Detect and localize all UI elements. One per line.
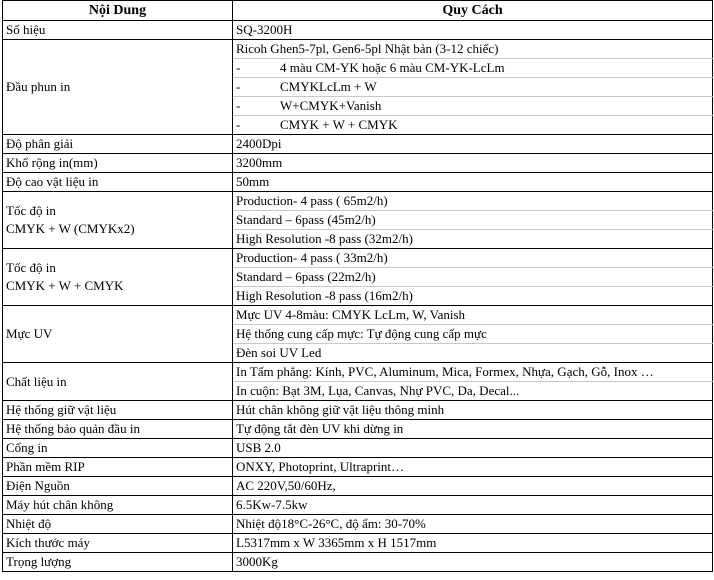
row-value: Standard – 6pass (45m2/h): [233, 211, 713, 230]
row-label: Chất liệu in: [3, 363, 233, 401]
table-row: [3, 40, 713, 59]
row-value: 2400Dpi: [233, 135, 713, 154]
row-label: Mực UV: [3, 306, 233, 363]
row-value: 6.5Kw-7.5kw: [233, 496, 713, 515]
row-label: Cổng in: [3, 439, 233, 458]
table-row: [3, 553, 713, 572]
row-value: 3200mm: [233, 154, 713, 173]
table-row: [3, 154, 713, 173]
row-label: Hệ thống giữ vật liệu: [3, 401, 233, 420]
dash-marker: -: [236, 98, 241, 113]
row-label-line: CMYK + W (CMYKx2): [6, 221, 135, 236]
row-value: Ricoh Ghen5-7pl, Gen6-5pl Nhật bản (3-12 chiếc): [233, 40, 713, 59]
row-label-line: CMYK + W + CMYK: [6, 278, 124, 293]
table-row: [3, 458, 713, 477]
row-label: Đầu phun in: [3, 40, 233, 135]
row-label-line: Tốc độ in: [6, 203, 56, 218]
row-value: L5317mm x W 3365mm x H 1517mm: [233, 534, 713, 553]
row-label: Khổ rộng in(mm): [3, 154, 233, 173]
row-label: [3, 192, 233, 249]
table-row: [3, 21, 713, 40]
row-value: [233, 59, 713, 78]
row-value-text: 4 màu CM-YK hoặc 6 màu CM-YK-LcLm: [280, 60, 505, 75]
dash-marker: -: [236, 60, 241, 75]
row-value: Production- 4 pass ( 65m2/h): [233, 192, 713, 211]
row-value: SQ-3200H: [233, 21, 713, 40]
table-row: [3, 306, 713, 325]
table-row: [3, 401, 713, 420]
row-label: Điện Nguồn: [3, 477, 233, 496]
spec-table: [2, 0, 713, 572]
row-value: [233, 116, 713, 135]
row-value: Hút chân không giữ vật liệu thông minh: [233, 401, 713, 420]
row-label: Hệ thống bảo quản đầu in: [3, 420, 233, 439]
row-value: ONXY, Photoprint, Ultraprint…: [233, 458, 713, 477]
row-value: High Resolution -8 pass (16m2/h): [233, 287, 713, 306]
row-value: High Resolution -8 pass (32m2/h): [233, 230, 713, 249]
row-value: USB 2.0: [233, 439, 713, 458]
row-value: Tự động tắt đèn UV khi dừng in: [233, 420, 713, 439]
row-value: In cuộn: Bạt 3M, Lụa, Canvas, Nhự PVC, Da, Decal...: [233, 382, 713, 401]
table-row: [3, 173, 713, 192]
row-value: Production- 4 pass ( 33m2/h): [233, 249, 713, 268]
row-value: Hệ thống cung cấp mực: Tự động cung cấp mực: [233, 325, 713, 344]
table-row: [3, 534, 713, 553]
row-value: 50mm: [233, 173, 713, 192]
header-content: Nội Dung: [3, 1, 233, 21]
row-label: Độ cao vật liệu in: [3, 173, 233, 192]
row-value: [233, 78, 713, 97]
table-row: [3, 135, 713, 154]
row-label: Trọng lượng: [3, 553, 233, 572]
row-value: [233, 97, 713, 116]
table-row: [3, 515, 713, 534]
header-row: [3, 1, 713, 21]
row-value-text: CMYKLcLm + W: [280, 79, 377, 94]
row-label-line: Tốc độ in: [6, 260, 56, 275]
table-row: [3, 477, 713, 496]
dash-marker: -: [236, 117, 241, 132]
row-value: Nhiệt độ18°C-26°C, độ ẩm: 30-70%: [233, 515, 713, 534]
row-label: [3, 249, 233, 306]
dash-marker: -: [236, 79, 241, 94]
table-row: [3, 192, 713, 211]
row-label: Độ phân giải: [3, 135, 233, 154]
table-row: [3, 439, 713, 458]
row-value: 3000Kg: [233, 553, 713, 572]
row-value-text: CMYK + W + CMYK: [280, 117, 398, 132]
table-row: [3, 363, 713, 382]
header-spec: Quy Cách: [233, 1, 713, 21]
row-label: Nhiệt độ: [3, 515, 233, 534]
row-value-text: W+CMYK+Vanish: [280, 98, 382, 113]
row-label: Máy hút chân không: [3, 496, 233, 515]
row-label: Phần mềm RIP: [3, 458, 233, 477]
table-row: [3, 249, 713, 268]
row-value: In Tấm phẳng: Kính, PVC, Aluminum, Mica, Formex, Nhựa, Gạch, Gỗ, Inox …: [233, 363, 713, 382]
row-value: AC 220V,50/60Hz,: [233, 477, 713, 496]
table-row: [3, 496, 713, 515]
row-label: Số hiệu: [3, 21, 233, 40]
spec-sheet: [2, 0, 714, 572]
row-value: Đèn soi UV Led: [233, 344, 713, 363]
table-row: [3, 420, 713, 439]
row-label: Kích thước máy: [3, 534, 233, 553]
row-value: Mực UV 4-8màu: CMYK LcLm, W, Vanish: [233, 306, 713, 325]
row-value: Standard – 6pass (22m2/h): [233, 268, 713, 287]
